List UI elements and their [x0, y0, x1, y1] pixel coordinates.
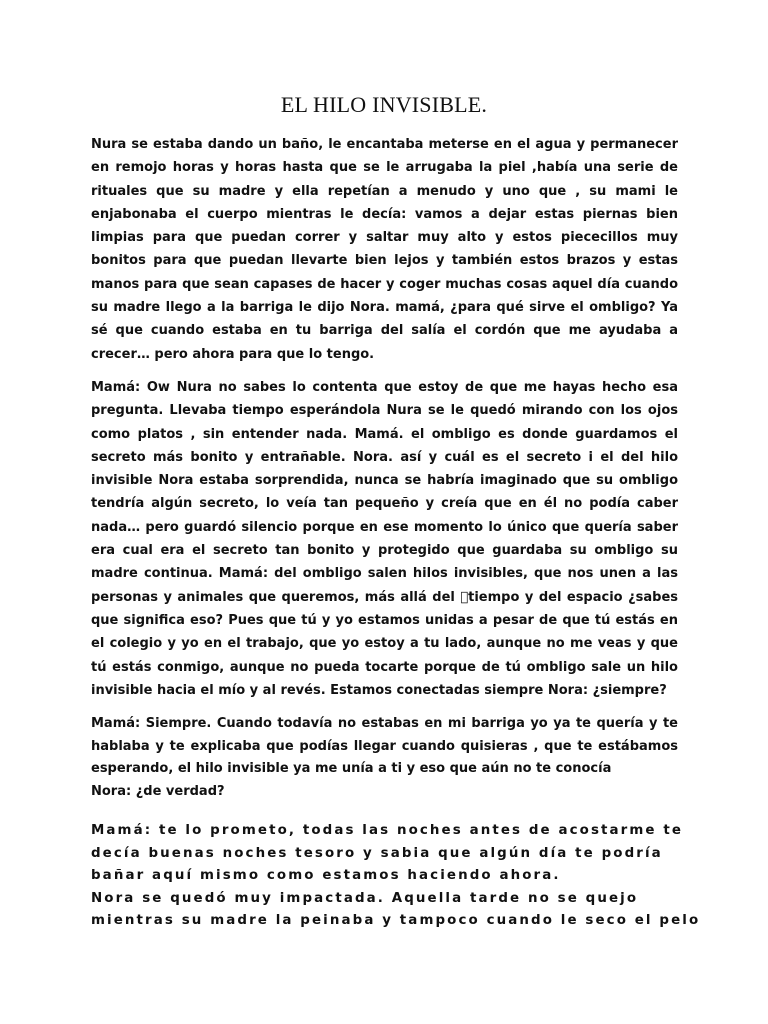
paragraph-4-line: bañar aquí mismo como estamos haciendo ahora. — [91, 868, 561, 884]
document-title: EL HILO INVISIBLE. — [280, 92, 488, 117]
paragraph-3 — [91, 713, 678, 803]
paragraph-2: Mamá: Ow Nura no sabes lo contenta que estoy de que me hayas hecho esa pregunta. Llevaba tiempo esperándola Nura se le quedó mirando con los ojos como platos , sin entender nada. Mamá. el ombligo es donde guardamos el secreto más bonito y entrañable. Nora. así y cuál es el secreto i el del hilo invisible Nora estaba sorprendida, nunca se habría imaginado que su ombligo tendría algún secreto, lo veía tan pequeño y creía que en él no podía caber nada… pero guardó silencio porque en ese momento lo único que quería saber era cual era el secreto tan bonito y protegido que guardaba su ombligo su madre continua. Mamá: del ombligo salen hilos invisibles, que nos unen a las personas y animales que queremos, más allá del  tiempo y del espacio ¿sabes que significa eso? Pues que tú y yo estamos unidas a pesar de que tú estás en el colegio y yo en el trabajo, que yo estoy a tu lado, aunque no me veas y que tú estás conmigo, aunque no pueda tocarte porque de tú ombligo sale un hilo invisible hacia el mío y al revés. Estamos conectadas siempre Nora: ¿siempre? — [91, 380, 678, 698]
paragraph-1: Nura se estaba dando un baño, le encantaba meterse en el agua y permanecer en remojo horas y horas hasta que se le arrugaba la piel ,había una serie de rituales que su madre y ella repetían a menudo y uno que , su mami le enjabonaba el cuerpo mientras le decía: vamos a dejar estas piernas bien limpias para que puedan correr y saltar muy alto y estos piececillos muy bonitos para que puedan llevarte bien lejos y también estos brazos y estas manos para que sean capases de hacer y coger muchas cosas aquel día cuando su madre llego a la barriga le dijo Nora. mamá, ¿para qué sirve el ombligo? Ya sé que cuando estaba en tu barriga del salía el cordón que me ayudaba a crecer… pero ahora para que lo tengo. — [91, 137, 678, 362]
paragraph-4-line: mientras su madre la peinaba y tampoco cuando le seco el pelo — [91, 913, 701, 929]
paragraph-4 — [91, 820, 701, 933]
paragraph-4-line: decía buenas noches tesoro y sabia que algún día te podría — [91, 845, 663, 861]
paragraph-3-text: Mamá: Siempre. Cuando todavía no estabas en mi barriga yo ya te quería y te hablaba y te explicaba que podías llegar cuando quisieras , que te estábamos esperando, el hilo invisible ya me unía a ti y eso que aún no te conocía — [91, 716, 678, 776]
paragraph-4-line: Nora se quedó muy impactada. Aquella tarde no se quejo — [91, 890, 639, 906]
paragraph-4-line: Mamá: te lo prometo, todas las noches antes de acostarme te — [91, 823, 684, 838]
paragraph-3-reply: Nora: ¿de verdad? — [91, 783, 225, 799]
